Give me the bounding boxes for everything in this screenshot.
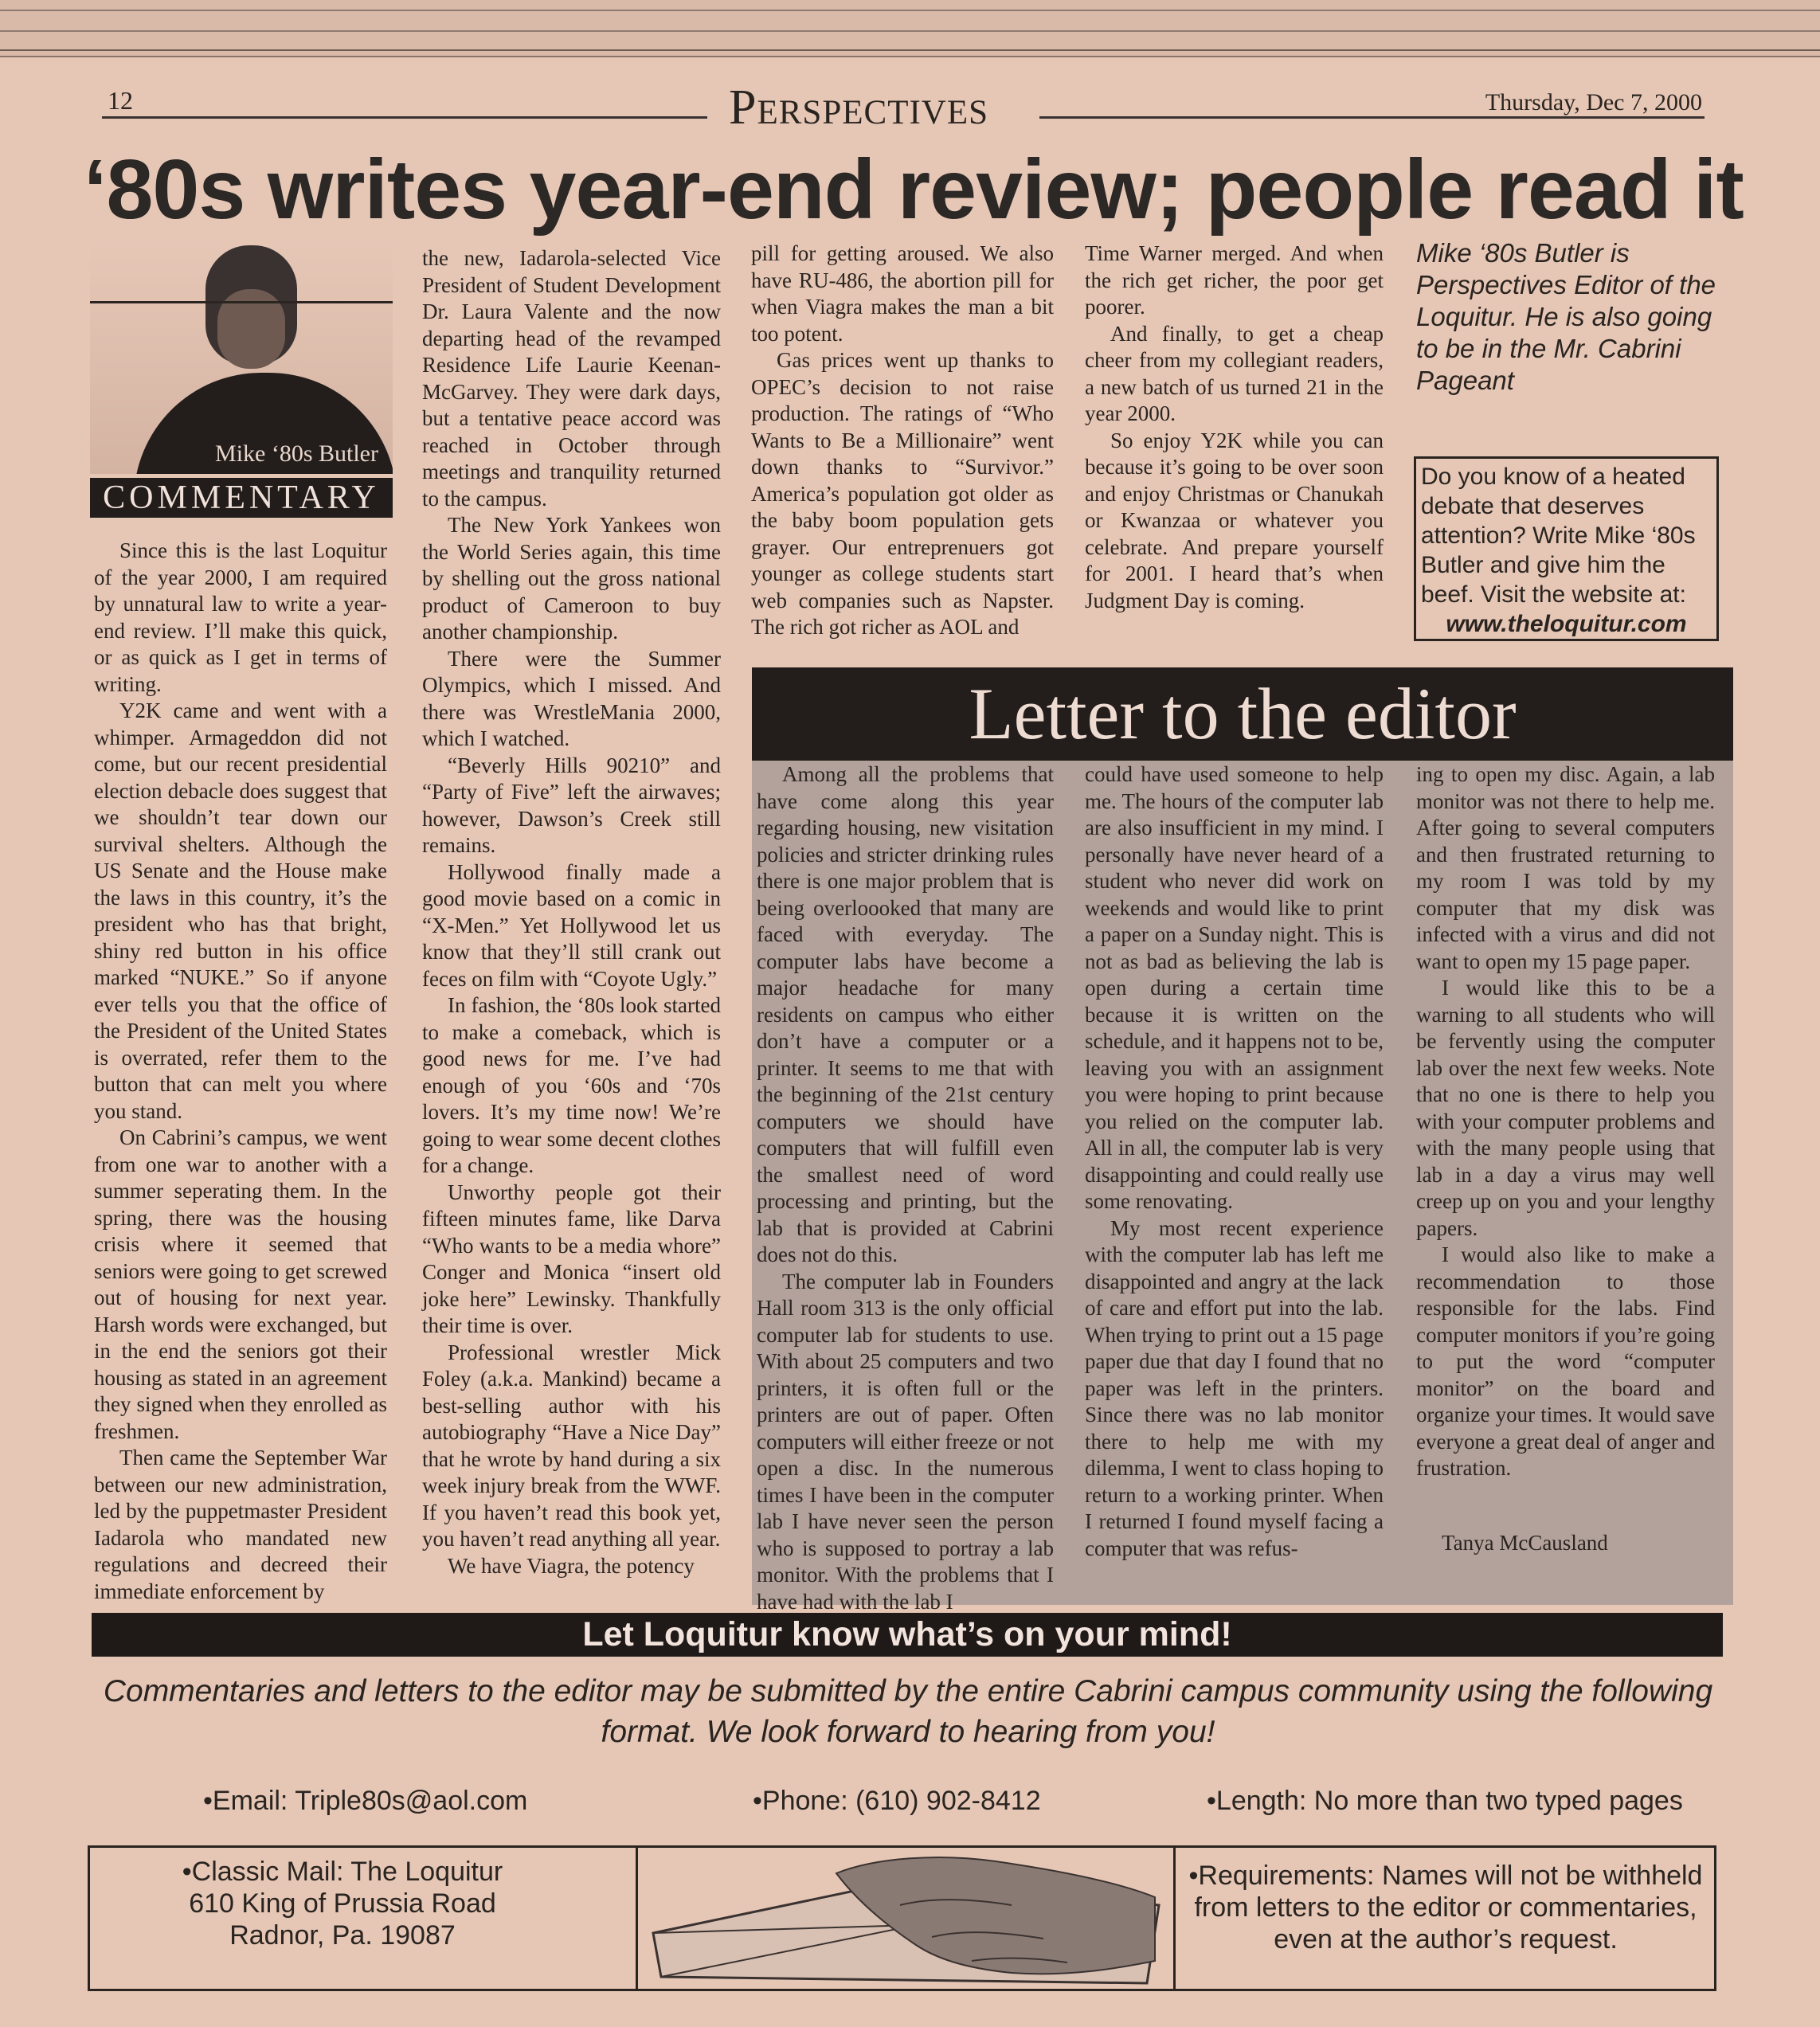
author-note: Mike ‘80s Butler is Perspectives Editor of the Loquitur. He is also going to be in the Mr. Cabrini Pageant	[1416, 238, 1716, 395]
paragraph: And finally, to get a cheap cheer from my collegiant readers, a new batch of us turned 21 in the year 2000.	[1085, 321, 1384, 425]
author-photo	[90, 241, 393, 474]
paragraph: Hollywood finally made a good movie based on a comic in “X-Men.” Yet Hollywood let us know that they’ll still crank out feces on film with “Coyote Ugly.”	[422, 859, 721, 991]
mail-line: 610 King of Prussia Road	[189, 1888, 496, 1919]
paragraph: Unworthy people got their fifteen minutes fame, like Darva “Who wants to be a media whore” Conger and Monica “insert old joke here” Lewinsky. Thankfully their time is over.	[422, 1180, 721, 1337]
paragraph: My most recent experience with the computer lab has left me disappointed and angry at the lack of care and effort put into the lab. When trying to print out a 15 page paper due that day I found that no paper was left in the printers. Since there was no lab monitor there to help me with my dilemma, I went to class hoping to return to a working printer. When I returned I found myself facing a computer that was refus-	[1085, 1215, 1384, 1560]
beef-box	[1414, 456, 1719, 641]
paragraph: So enjoy Y2K while you can because it’s going to be over soon and enjoy Christmas or Chanukah or Kwanzaa or whatever you celebrate. And prepare yourself for 2001. I heard that’s when Judgment Day is coming.	[1085, 428, 1384, 612]
photo-caption: Mike ‘80s Butler	[215, 440, 378, 467]
letter-title: Letter to the editor	[969, 673, 1517, 754]
beef-box-text: Do you know of a heated debate that deserves attention? Write Mike ‘80s Butler and give him the beef. Visit the website at:	[1421, 464, 1696, 608]
paragraph: In fashion, the ‘80s look started to make a comeback, which is good news for me. I’ve had enough of you ‘60s and ‘70s lovers. It’s my time now! We’re going to wear some decent clothes for a change.	[422, 993, 721, 1177]
header-rule-left	[102, 116, 707, 119]
commentary-label: COMMENTARY	[90, 478, 393, 518]
headline: ‘80s writes year-end review; people read it	[84, 143, 1744, 237]
paragraph: We have Viagra, the potency	[448, 1553, 695, 1578]
length-info: •Length: No more than two typed pages	[1207, 1786, 1683, 1816]
commentary-column-2	[422, 245, 721, 1579]
paragraph: Y2K came and went with a whimper. Armageddon did not come, but our recent presidential election debacle does suggest that we shouldn’t tear down our survival shelters. Although the US Senate and the House make the laws in this country, it’s the president who has that bright, shiny red button in his office marked “NUKE.” So if anyone ever tells you that the office of the President of the United States is overrated, refer them to the button that can melt you where you stand.	[94, 698, 387, 1123]
letter-column-2	[1085, 761, 1384, 1562]
commentary-column-1	[94, 538, 387, 1605]
paragraph: Time Warner merged. And when the rich get richer, the poor get poorer.	[1085, 241, 1384, 319]
commentary-column-4	[1085, 241, 1384, 614]
paragraph: The computer lab in Founders Hall room 313 is the only official computer lab for students to use. With about 25 computers and two printers, it is often full or the printers are out of paper. Often computers will either freeze or not open a disc. In the numerous times I have been in the computer lab I have never seen the person who is supposed to portray a lab monitor. With the problems that I have had with the lab I	[757, 1269, 1054, 1614]
hand-with-letter-illustration	[637, 1849, 1167, 1987]
mail-line: •Classic Mail: The Loquitur	[182, 1857, 503, 1887]
paragraph: Professional wrestler Mick Foley (a.k.a. Mankind) became a best-selling author with his autobiography “Have a Nice Day” that he wrote by hand during a six week injury break from the WWF. If you haven’t read this book yet, you haven’t read anything all year.	[422, 1340, 721, 1551]
header-rule-right	[1039, 116, 1705, 119]
paragraph: pill for getting aroused. We also have RU-486, the abortion pill for when Viagra makes the man a bit too potent.	[751, 241, 1054, 346]
paragraph: The New York Yankees won the World Series again, this time by shelling out the gross national product of Cameroon to buy another championship.	[422, 513, 721, 644]
page-number: 12	[108, 86, 133, 115]
paragraph: Since this is the last Loquitur of the year 2000, I am required by unnatural law to write a year-end review. I’ll make this quick, or as quick as I get in terms of writing.	[94, 538, 387, 696]
paragraph: ing to open my disc. Again, a lab monitor was not there to help me. After going to several computers and then frustrated returning to my room I was told by my computer that my disk was infected with a virus and did not want to open my 15 page paper.	[1416, 762, 1715, 973]
paragraph: I would also like to make a recommendation to those responsible for the labs. Find computer monitors if you’re going to put the word “computer monitor” on the board and organize your times. It would save everyone a great deal of anger and frustration.	[1416, 1242, 1715, 1480]
cta-banner-text: Let Loquitur know what’s on your mind!	[582, 1615, 1232, 1653]
requirements-info: •Requirements: Names will not be withheld from letters to the editor or commentaries, even at the author’s request.	[1188, 1861, 1703, 1955]
paragraph: On Cabrini’s campus, we went from one war to another with a summer seperating them. In the spring, there was the housing crisis where it seemed that seniors were going to get screwed out of housing for next year. Harsh words were exchanged, but in the end the seniors got their housing as stated in an agreement they signed when they enrolled as freshmen.	[94, 1125, 387, 1443]
paragraph: Among all the problems that have come along this year regarding housing, new visitation policies and stricter drinking rules there is one major problem that is being overloooked that many are faced with everyday. The computer labs have become a major headache for many residents on campus who either don’t have a computer or a printer. It seems to me that with the beginning of the 21st century computers we should have computers that will fulfill even the smallest need of word processing and printing, but the lab that is provided at Cabrini does not do this.	[757, 762, 1054, 1266]
paragraph: Then came the September War between our new administration, led by the puppetmaster President Iadarola who mandated new regulations and decreed their immediate enforcement by	[94, 1446, 387, 1603]
submission-intro: Commentaries and letters to the editor may be submitted by the entire Cabrini campus community using the following format. We look forward to hearing from you!	[103, 1674, 1713, 1749]
letter-column-1	[757, 761, 1054, 1615]
paragraph: could have used someone to help me. The hours of the computer lab are also insufficient in my mind. I personally have never heard of a student who never did work on weekends and would like to print a paper on a Sunday night. This is not as bad as believing the lab is open during a certain time because it is written on the schedule, and it happens not to be, leaving you with an assignment you were hoping to print because you relied on the computer lab. All in all, the computer lab is very disappointing and could really use some renovating.	[1085, 762, 1384, 1213]
page-edge	[0, 0, 1820, 57]
paragraph: Gas prices went up thanks to OPEC’s decision to not raise production. The ratings of “Who Wants to Be a Millionaire” went down thanks to “Survivor.” America’s population got older as the baby boom population gets grayer. Our entreprenuers got younger as college students start web companies such as Napster. The rich got richer as AOL and	[751, 348, 1054, 639]
phone-info: •Phone: (610) 902-8412	[753, 1786, 1041, 1816]
letter-signature: Tanya McCausland	[1442, 1531, 1608, 1555]
paragraph: There were the Summer Olympics, which I missed. And there was WrestleMania 2000, which I watched.	[422, 646, 721, 750]
paragraph: “Beverly Hills 90210” and “Party of Five” left the airwaves; however, Dawson’s Creek still remains.	[422, 753, 721, 857]
mail-line: Radnor, Pa. 19087	[229, 1920, 456, 1951]
website-link[interactable]: www.theloquitur.com	[1446, 611, 1687, 637]
email-info: •Email: Triple80s@aol.com	[203, 1786, 528, 1816]
paragraph: the new, Iadarola-selected Vice President of Student Development Dr. Laura Valente and the now departing head of the revamped Residence Life Laurie Keenan-McGarvey. They were dark days, but a tentative peace accord was reached in October through meetings and tranquility returned to the campus.	[422, 246, 721, 511]
mail-address	[112, 1856, 573, 1951]
issue-date: Thursday, Dec 7, 2000	[1485, 89, 1702, 115]
paragraph: I would like this to be a warning to all students who will be fervently using the computer lab over the next few weeks. Note that no one is there to help you with your computer problems and with the many people using that lab in a day a virus may well creep up on you and your lengthy papers.	[1416, 976, 1715, 1240]
commentary-column-3	[751, 241, 1054, 641]
letter-column-3	[1416, 761, 1715, 1482]
section-title: Perspectives	[729, 80, 989, 135]
